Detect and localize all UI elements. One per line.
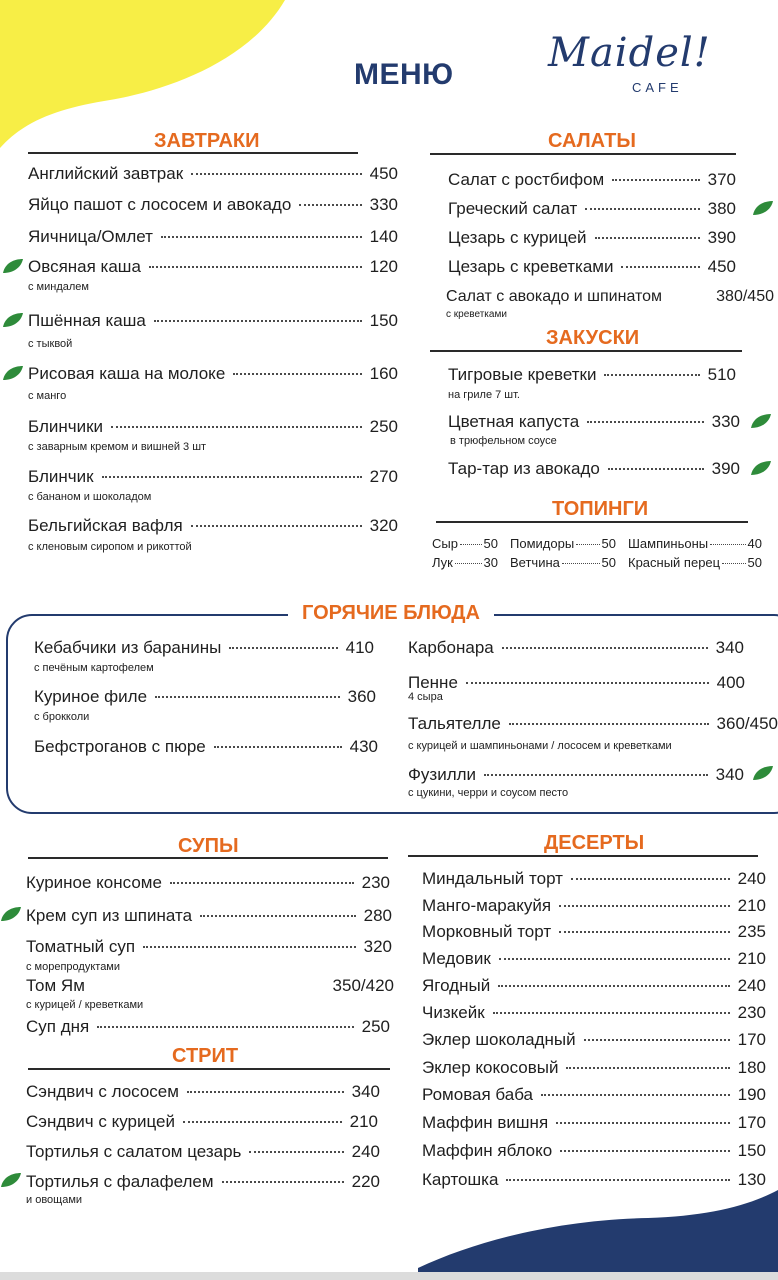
menu-item: Яичница/Омлет 140: [28, 227, 398, 246]
leaf-icon: [2, 365, 24, 381]
menu-item: Салат с авокадо и шпинатом 380/450: [446, 288, 774, 305]
menu-item: Манго-маракуйя 210: [422, 896, 766, 915]
logo-script-text: Maidel!: [548, 30, 711, 76]
item-subtitle: в трюфельном соусе: [450, 435, 557, 447]
menu-item: Ромовая баба 190: [422, 1085, 766, 1104]
topping-item: Сыр 50: [432, 536, 498, 551]
soups-title: СУПЫ: [178, 835, 239, 857]
item-subtitle: с курицей и шампиньонами / лососем и креветками: [408, 740, 672, 752]
soups-underline: [28, 857, 388, 859]
menu-item: Морковный торт 235: [422, 922, 766, 941]
toppings-underline: [436, 521, 748, 523]
menu-item: Цезарь с креветками 450: [448, 257, 736, 276]
leaf-icon: [2, 312, 24, 328]
menu-item: Цезарь с курицей 390: [448, 228, 736, 247]
topping-item: Ветчина 50: [510, 555, 616, 570]
item-subtitle: с манго: [28, 390, 67, 402]
item-subtitle: с заварным кремом и вишней 3 шт: [28, 441, 207, 453]
leaf-icon: [0, 906, 22, 922]
bottom-strip: [0, 1272, 778, 1280]
menu-item: Салат с ростбифом 370: [448, 170, 736, 189]
menu-item: Бефстроганов с пюре 430: [34, 737, 378, 756]
menu-item: Овсяная каша 120: [28, 257, 398, 276]
menu-item: Пенне 400: [408, 673, 745, 692]
navy-corner-shape: [418, 1190, 778, 1280]
menu-item: Греческий салат 380: [448, 199, 736, 218]
menu-item: Ягодный 240: [422, 976, 766, 995]
item-subtitle: с морепродуктами: [26, 961, 121, 973]
item-subtitle: с тыквой: [28, 338, 73, 350]
menu-item: Медовик 210: [422, 949, 766, 968]
menu-item: Бельгийская вафля 320: [28, 516, 398, 535]
salads-title: САЛАТЫ: [548, 130, 636, 152]
menu-item: Том Ям 350/420: [26, 976, 394, 995]
snacks-title: ЗАКУСКИ: [546, 327, 640, 349]
street-title: СТРИТ: [172, 1045, 239, 1067]
item-subtitle: с курицей / креветками: [26, 999, 144, 1011]
item-subtitle: на гриле 7 шт.: [448, 389, 520, 401]
menu-item: Английский завтрак 450: [28, 164, 398, 183]
leaf-icon: [750, 460, 772, 476]
menu-item: Пшённая каша 150: [28, 311, 398, 330]
item-subtitle: с креветками: [446, 309, 507, 320]
item-subtitle: с бананом и шоколадом: [28, 491, 152, 503]
item-subtitle: с печёным картофелем: [34, 662, 154, 674]
item-subtitle: с кленовым сиропом и рикоттой: [28, 541, 192, 553]
page-title: МЕНЮ: [354, 58, 454, 91]
topping-item: Красный перец 50: [628, 555, 762, 570]
topping-item: Лук 30: [432, 555, 498, 570]
menu-item: Куриное филе 360: [34, 687, 376, 706]
leaf-icon: [2, 258, 24, 274]
leaf-icon: [752, 765, 774, 781]
menu-item: Куриное консоме 230: [26, 873, 390, 892]
menu-item: Маффин яблоко 150: [422, 1141, 766, 1160]
breakfast-title: ЗАВТРАКИ: [154, 130, 260, 152]
menu-item: Тортилья с салатом цезарь 240: [26, 1142, 380, 1161]
menu-item: Блинчик 270: [28, 467, 398, 486]
menu-item: Фузилли 340: [408, 765, 744, 784]
breakfast-underline: [28, 152, 358, 154]
menu-item: Тальятелле 360/450: [408, 714, 778, 733]
leaf-icon: [750, 413, 772, 429]
hot-dishes-title: ГОРЯЧИЕ БЛЮДА: [288, 602, 494, 625]
menu-item: Цветная капуста 330: [448, 412, 740, 431]
menu-item: Яйцо пашот с лососем и авокадо 330: [28, 195, 398, 214]
salads-underline: [430, 153, 736, 155]
toppings-title: ТОПИНГИ: [552, 498, 649, 520]
menu-item: Томатный суп 320: [26, 937, 392, 956]
leaf-icon: [752, 200, 774, 216]
item-subtitle: с миндалем: [28, 281, 89, 293]
menu-item: Сэндвич с лососем 340: [26, 1082, 380, 1101]
cafe-logo: [548, 30, 748, 100]
menu-item: Маффин вишня 170: [422, 1113, 766, 1132]
menu-item: Сэндвич с курицей 210: [26, 1112, 378, 1131]
item-subtitle: и овощами: [26, 1194, 83, 1206]
street-underline: [28, 1068, 390, 1070]
logo-subtitle: CAFE: [632, 80, 683, 95]
menu-item: Суп дня 250: [26, 1017, 390, 1036]
topping-item: Шампиньоны 40: [628, 536, 762, 551]
topping-item: Помидоры 50: [510, 536, 616, 551]
leaf-icon: [0, 1172, 22, 1188]
desserts-underline: [408, 855, 758, 857]
menu-item: Картошка 130: [422, 1170, 766, 1189]
menu-item: Рисовая каша на молоке 160: [28, 364, 398, 383]
desserts-title: ДЕСЕРТЫ: [544, 832, 645, 854]
menu-item: Тар-тар из авокадо 390: [448, 459, 740, 478]
menu-item: Крем суп из шпината 280: [26, 906, 392, 925]
snacks-underline: [430, 350, 742, 352]
item-subtitle: с брокколи: [34, 711, 90, 723]
yellow-corner-shape: [0, 0, 290, 150]
item-subtitle: с цукини, черри и соусом песто: [408, 787, 569, 799]
menu-item: Эклер шоколадный 170: [422, 1030, 766, 1049]
item-subtitle: 4 сыра: [408, 691, 443, 703]
menu-item: Тигровые креветки 510: [448, 365, 736, 384]
menu-item: Чизкейк 230: [422, 1003, 766, 1022]
menu-item: Миндальный торт 240: [422, 869, 766, 888]
menu-item: Кебабчики из баранины 410: [34, 638, 374, 657]
menu-item: Карбонара 340: [408, 638, 744, 657]
menu-item: Тортилья с фалафелем 220: [26, 1172, 380, 1191]
menu-item: Блинчики 250: [28, 417, 398, 436]
menu-item: Эклер кокосовый 180: [422, 1058, 766, 1077]
